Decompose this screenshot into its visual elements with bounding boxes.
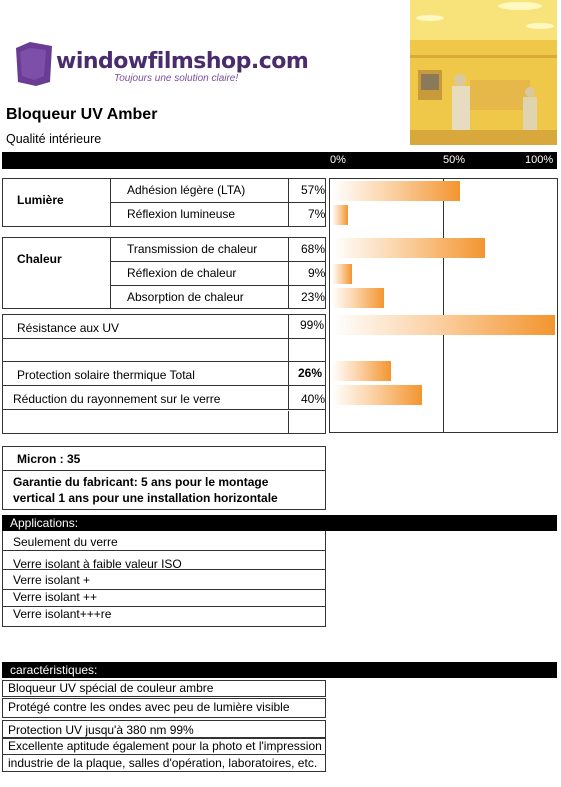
scale-label-50: 50%	[443, 154, 466, 166]
list-item: Verre isolant à faible valeur ISO	[13, 557, 182, 571]
lumiere-table	[2, 178, 326, 227]
row-value: 23%	[301, 290, 326, 304]
group-label-chaleur: Chaleur	[17, 252, 62, 266]
list-item: Protection UV jusqu'à 380 nm 99%	[8, 723, 194, 737]
row-label: Protection solaire thermique Total	[17, 368, 195, 382]
cleanroom-photo	[410, 0, 557, 145]
product-subtitle: Qualité intérieure	[6, 132, 102, 146]
applications-header	[2, 515, 557, 531]
scale-header-bar	[2, 152, 557, 169]
list-item: Verre isolant ++	[13, 590, 98, 604]
list-item: Excellente aptitude également pour la photo et l'impression	[8, 739, 322, 753]
bar-absorption-chaleur	[332, 288, 384, 308]
bar-reflexion-lumineuse	[332, 205, 348, 225]
bar-protection-totale	[332, 361, 391, 381]
brand-tagline: Toujours une solution claire!	[114, 73, 239, 84]
row-label: Réduction du rayonnement sur le verre	[13, 392, 221, 406]
bar-reflexion-chaleur	[332, 264, 352, 284]
row-value: 26%	[298, 366, 323, 380]
logo-flag-icon	[14, 42, 54, 86]
row-label: Absorption de chaleur	[127, 290, 244, 304]
features-title: caractéristiques:	[10, 663, 98, 677]
chaleur-table	[2, 237, 326, 309]
list-item: Bloqueur UV spécial de couleur ambre	[8, 681, 214, 695]
specs-box	[2, 446, 326, 510]
row-label: Réflexion de chaleur	[127, 266, 237, 280]
row-value: 57%	[301, 183, 326, 197]
row-value: 7%	[308, 207, 326, 221]
row-value: 99%	[300, 318, 325, 332]
bar-reduction-rayonnement	[332, 385, 422, 405]
bar-adhesion	[332, 181, 460, 201]
row-label: Réflexion lumineuse	[127, 207, 236, 221]
row-value: 40%	[301, 392, 326, 406]
percentage-bar-chart	[329, 178, 558, 433]
other-metrics-table	[2, 314, 326, 434]
warranty-line2: vertical 1 ans pour une installation horizontale	[13, 491, 278, 505]
features-header	[2, 662, 557, 678]
product-title: Bloqueur UV Amber	[6, 106, 158, 123]
brand-logo-text[interactable]: windowfilmshop.com	[56, 49, 309, 74]
list-item: Verre isolant +	[13, 573, 91, 587]
features-list	[2, 678, 328, 772]
row-value: 68%	[301, 242, 326, 256]
bar-resistance-uv	[332, 315, 555, 335]
list-item: Protégé contre les ondes avec peu de lumière visible	[8, 700, 290, 714]
warranty-line1: Garantie du fabricant: 5 ans pour le montage	[13, 475, 269, 489]
micron-value: Micron : 35	[17, 452, 81, 466]
bar-transmission-chaleur	[332, 238, 485, 258]
applications-list	[2, 531, 326, 627]
list-item: industrie de la plaque, salles d'opération, laboratoires, etc.	[8, 756, 318, 770]
row-label: Adhésion légère (LTA)	[127, 183, 246, 197]
group-label-lumiere: Lumière	[17, 193, 64, 207]
scale-label-100: 100%	[525, 154, 554, 166]
row-label: Résistance aux UV	[17, 321, 120, 335]
list-item: Seulement du verre	[13, 535, 118, 549]
list-item: Verre isolant+++re	[13, 607, 112, 621]
fifty-percent-line	[443, 179, 444, 432]
scale-label-0: 0%	[330, 154, 346, 166]
row-label: Transmission de chaleur	[127, 242, 258, 256]
applications-title: Applications:	[10, 516, 79, 530]
row-value: 9%	[308, 266, 326, 280]
